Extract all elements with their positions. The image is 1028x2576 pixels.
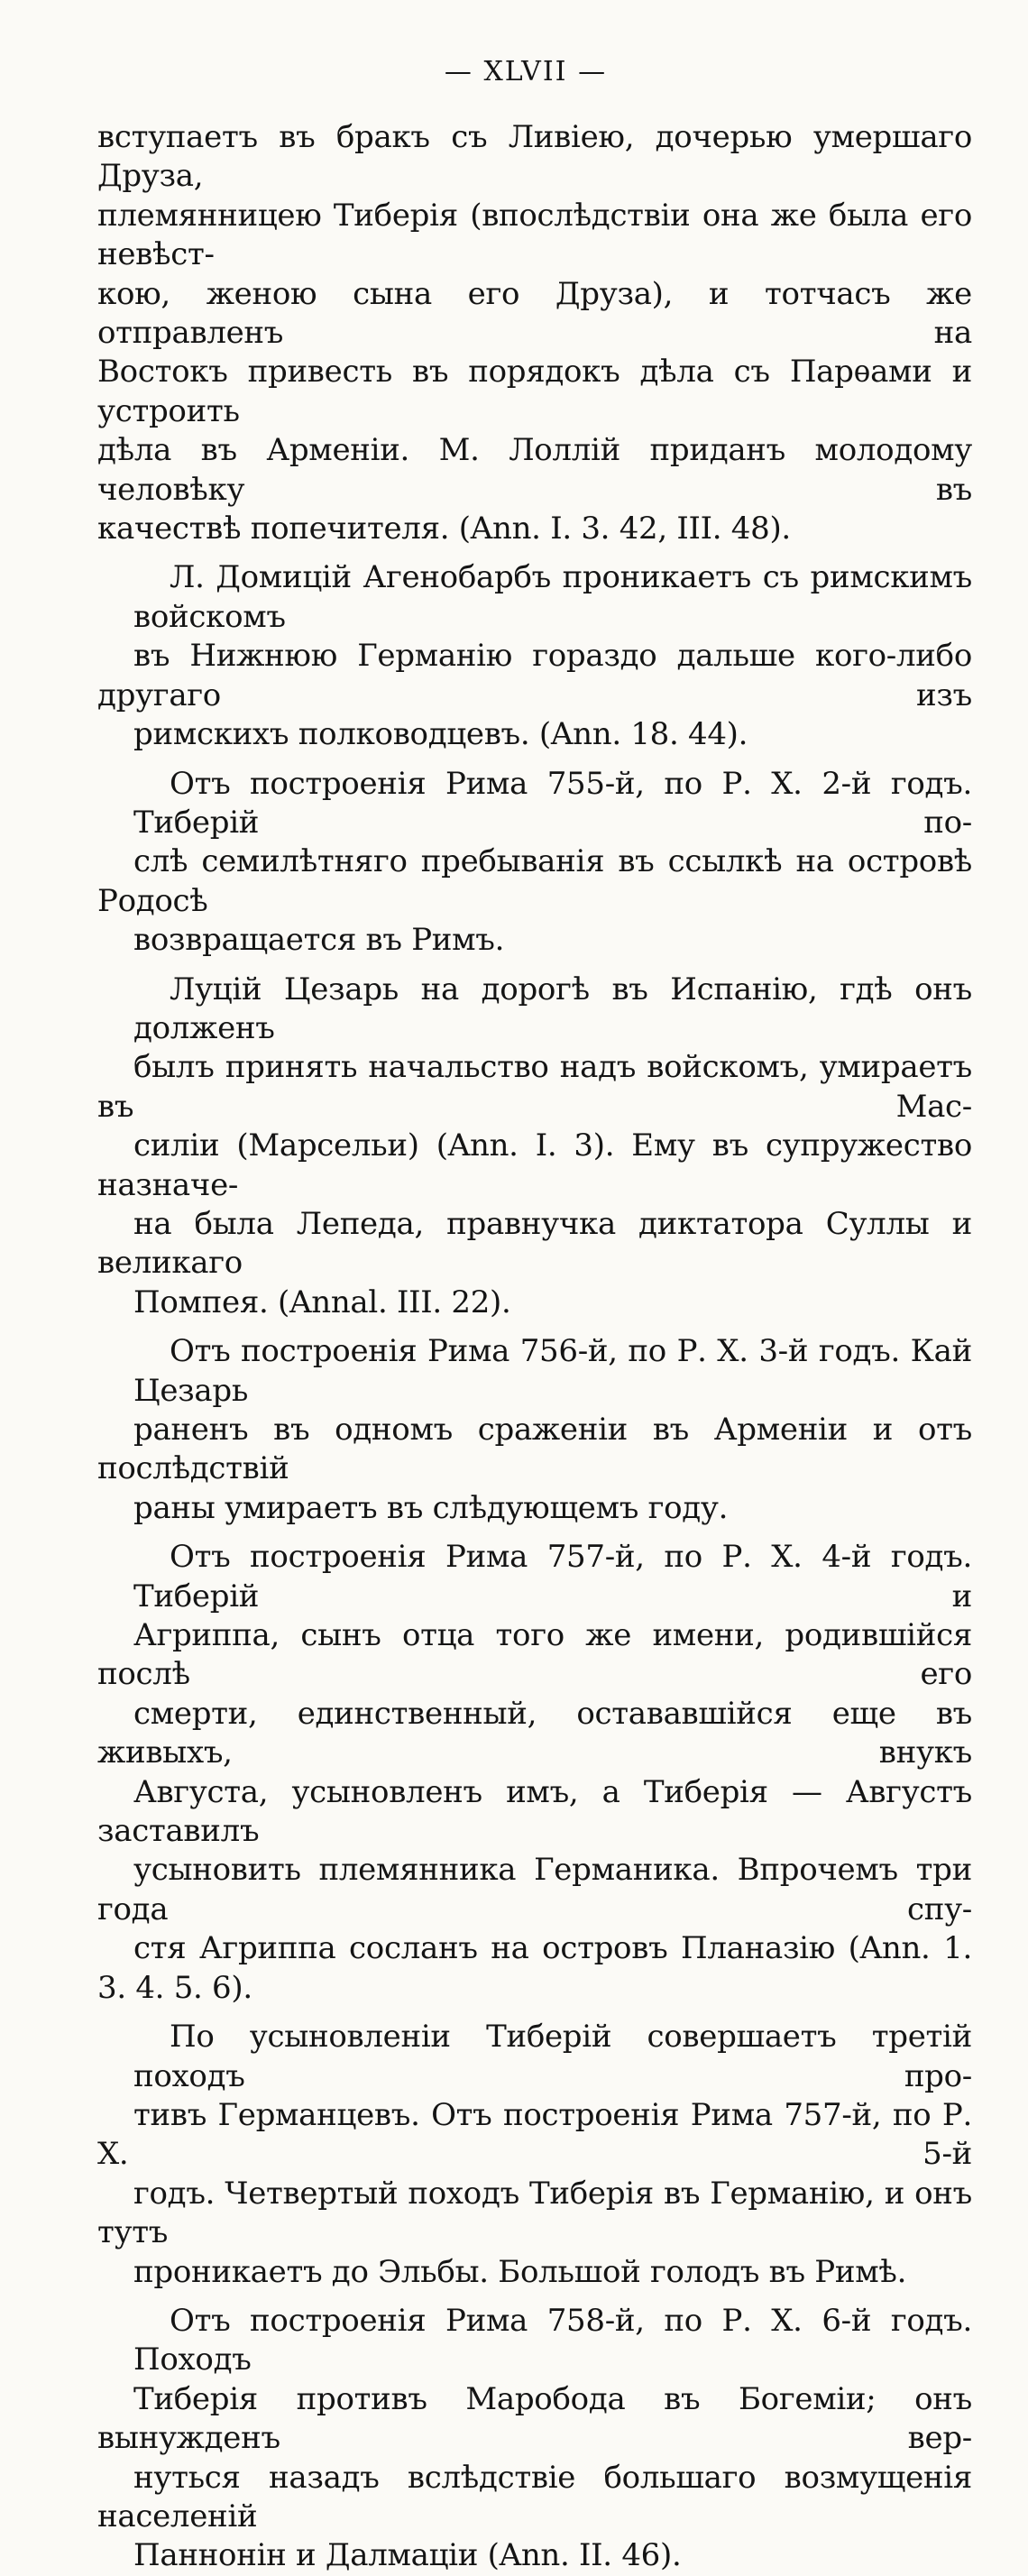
paragraph-p8 [97, 2302, 972, 2576]
text-line: римскихъ полководцевъ. (Ann. 18. 44). [133, 716, 748, 753]
text-line: раненъ въ одномъ сраженіи въ Арменіи и отъ послѣдствій [97, 1412, 972, 1487]
text-line: Агриппа, сынъ отца того же имени, родившійся послѣ его [97, 1617, 972, 1693]
text-line: вступаетъ въ бракъ съ Ливіею, дочерью умершаго Друза, [97, 119, 972, 195]
paragraph-p7 [97, 2018, 972, 2292]
text-line: По усыновленіи Тиберій совершаетъ третій походъ про- [133, 2019, 972, 2094]
text-line: Отъ построенія Рима 757-й, по Р. Х. 4-й годъ. Тиберій и [133, 1539, 972, 1615]
text-line: нуться назадъ вслѣдствіе большаго возмущенія населеній [97, 2459, 972, 2535]
text-line: годъ. Четвертый походъ Тиберія въ Германію, и онъ тутъ [97, 2175, 972, 2251]
text-line: возвращается въ Римъ. [133, 922, 505, 959]
paragraph-p4 [97, 971, 972, 1323]
text-line: Востокъ привесть въ порядокъ дѣла съ Парѳами и устроить [97, 354, 972, 429]
body-text [97, 118, 972, 2576]
text-line: племянницею Тиберія (впослѣдствіи она же была его невѣст- [97, 197, 972, 273]
text-line: слѣ семилѣтняго пребыванія въ ссылкѣ на островѣ Родосѣ [97, 843, 972, 919]
text-line: дѣла въ Арменіи. М. Лоллій приданъ молодому человѣку въ [97, 432, 972, 508]
text-line: Л. Домицій Агенобарбъ проникаетъ съ римскимъ войскомъ [133, 559, 972, 635]
text-line: усыновить племянника Германика. Впрочемъ три года спу- [97, 1852, 972, 1927]
paragraph-p6 [97, 1538, 972, 2008]
text-line: проникаетъ до Эльбы. Большой голодъ въ Римѣ. [133, 2253, 907, 2290]
text-line: Отъ построенія Рима 758-й, по Р. Х. 6-й годъ. Походъ [133, 2302, 972, 2378]
paragraph-p2 [97, 558, 972, 754]
paragraph-p1 [97, 118, 972, 548]
text-line: тивъ Германцевъ. Отъ построенія Рима 757-й, по Р. Х. 5-й [97, 2096, 972, 2173]
paragraph-p5 [97, 1332, 972, 1528]
text-line: кою, женою сына его Друза), и тотчасъ же отправленъ на [97, 275, 972, 352]
text-line: смерти, единственный, остававшійся еще въ живыхъ, внукъ [97, 1695, 972, 1771]
text-line: Паннонін и Далмаціи (Ann. II. 46). [133, 2537, 682, 2574]
text-line: Августа, усыновленъ имъ, а Тиберія — Августъ заставилъ [97, 1773, 972, 1850]
text-line: въ Нижнюю Германію гораздо дальше кого-либо другаго изъ [97, 638, 972, 713]
text-line: раны умираетъ въ слѣдующемъ году. [133, 1489, 729, 1526]
text-line: стя Агриппа сосланъ на островъ Планазію (Ann. 1. 3. 4. 5. 6). [97, 1930, 972, 2006]
text-line: Тиберія противъ Маробода въ Богеміи; онъ вынужденъ вер- [97, 2380, 972, 2457]
text-line: на была Лепеда, правнучка диктатора Суллы и великаго [97, 1205, 972, 1282]
paragraph-p3 [97, 765, 972, 961]
text-line: силіи (Марсельи) (Ann. I. 3). Ему въ супружество назначе- [97, 1127, 972, 1203]
page-number: — XLVII — [444, 56, 608, 87]
text-line: былъ принять начальство надъ войскомъ, умираетъ въ Мас- [97, 1049, 972, 1125]
text-line: Помпея. (Annal. III. 22). [133, 1283, 511, 1320]
text-line: Луцій Цезарь на дорогѣ въ Испанію, гдѣ онъ долженъ [133, 971, 972, 1046]
text-line: качествѣ попечителя. (Ann. I. 3. 42, III. 48). [97, 511, 791, 547]
text-line: Отъ построенія Рима 755-й, по Р. Х. 2-й годъ. Тиберій по- [133, 765, 972, 841]
text-line: Отъ построенія Рима 756-й, по Р. Х. 3-й годъ. Кай Цезарь [133, 1333, 972, 1409]
